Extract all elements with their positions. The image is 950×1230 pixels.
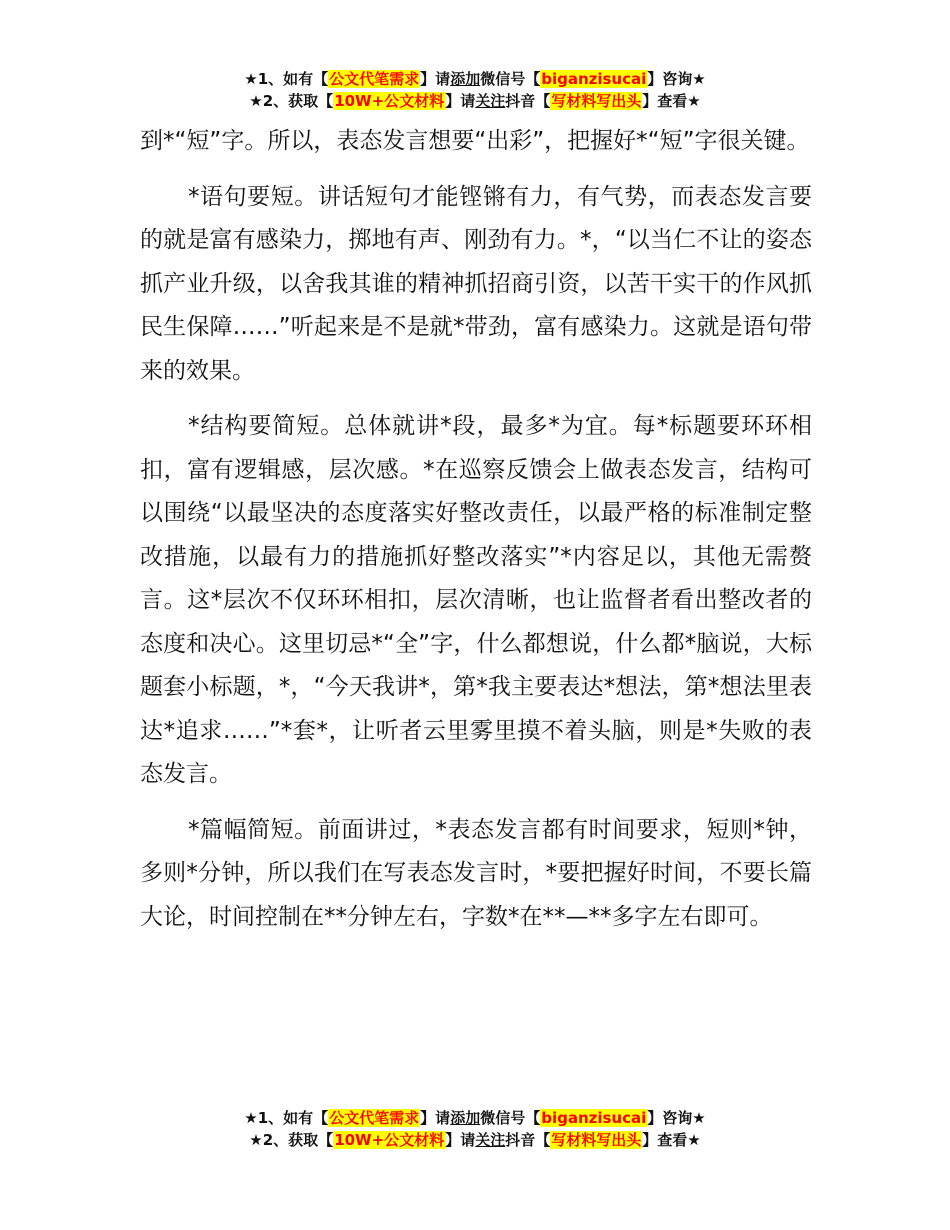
banner-text: 微信号【 bbox=[480, 70, 541, 88]
banner-text: 】请 bbox=[420, 1109, 451, 1127]
banner-text: ★2、获取【 bbox=[249, 92, 334, 110]
footer-banner bbox=[0, 1107, 950, 1151]
paragraph-intro: 到*“短”字。所以，表态发言想要“出彩”，把握好*“短”字很关键。 bbox=[140, 128, 810, 154]
banner-highlight: 写材料写出头 bbox=[551, 1131, 642, 1149]
banner-text: 】请 bbox=[445, 1131, 476, 1149]
banner-highlight: 公文代笔需求 bbox=[329, 70, 420, 88]
banner-underline: 添加 bbox=[450, 1109, 481, 1127]
banner-text: 】咨询★ bbox=[647, 70, 706, 88]
header-banner bbox=[0, 68, 950, 112]
banner-text: ★1、如有【 bbox=[244, 1109, 329, 1127]
banner-text: 】查看★ bbox=[642, 1131, 701, 1149]
banner-line-2 bbox=[0, 1129, 950, 1151]
banner-underline: 关注 bbox=[475, 1131, 506, 1149]
banner-text: 】请 bbox=[445, 92, 476, 110]
banner-text: 微信号【 bbox=[480, 1109, 541, 1127]
banner-line-1 bbox=[0, 68, 950, 90]
paragraph-sentence-short: *语句要短。讲话短句才能铿锵有力，有气势，而表态发言要的就是富有感染力，掷地有声、刚劲有力。*，“以当仁不让的姿态抓产业升级，以舍我其谁的精神抓招商引资，以苦干实干的作风抓民生保障……”听起来是不是就*带劲，富有感染力。这就是语句带来的效果。 bbox=[140, 183, 812, 384]
banner-highlight: 公文代笔需求 bbox=[329, 1109, 420, 1127]
banner-underline: 关注 bbox=[475, 92, 506, 110]
document-body bbox=[140, 120, 812, 951]
banner-line-2 bbox=[0, 90, 950, 112]
paragraph-structure-short: *结构要简短。总体就讲*段，最多*为宜。每*标题要环环相扣，富有逻辑感，层次感。*在巡察反馈会上做表态发言，结构可以围绕“以最坚决的态度落实好整改责任，以最严格的标准制定整改措施，以最有力的措施抓好整改落实”*内容足以，其他无需赘言。这*层次不仅环环相扣，层次清晰，也让监督者看出整改者的态度和决心。这里切忌*“全”字，什么都想说，什么都*脑说，大标题套小标题，*，“今天我讲*，第*我主要表达*想法，第*想法里表达*追求……”*套*，让听者云里雾里摸不着头脑，则是*失败的表态发言。 bbox=[140, 413, 812, 787]
banner-text: 抖音【 bbox=[505, 92, 551, 110]
banner-underline: 添加 bbox=[450, 70, 481, 88]
banner-text: 】请 bbox=[420, 70, 451, 88]
banner-highlight: biganzisucai bbox=[541, 70, 647, 88]
banner-highlight: biganzisucai bbox=[541, 1109, 647, 1127]
banner-line-1 bbox=[0, 1107, 950, 1129]
banner-text: ★2、获取【 bbox=[249, 1131, 334, 1149]
banner-text: 】咨询★ bbox=[647, 1109, 706, 1127]
banner-text: 】查看★ bbox=[642, 92, 701, 110]
banner-highlight: 写材料写出头 bbox=[551, 92, 642, 110]
banner-highlight: 10W+公文材料 bbox=[334, 92, 445, 110]
banner-highlight: 10W+公文材料 bbox=[334, 1131, 445, 1149]
banner-text: ★1、如有【 bbox=[244, 70, 329, 88]
paragraph-length-short: *篇幅简短。前面讲过，*表态发言都有时间要求，短则*钟，多则*分钟，所以我们在写表态发言时，*要把握好时间，不要长篇大论，时间控制在**分钟左右，字数*在**—**多字左右即可。 bbox=[140, 816, 812, 930]
banner-text: 抖音【 bbox=[505, 1131, 551, 1149]
